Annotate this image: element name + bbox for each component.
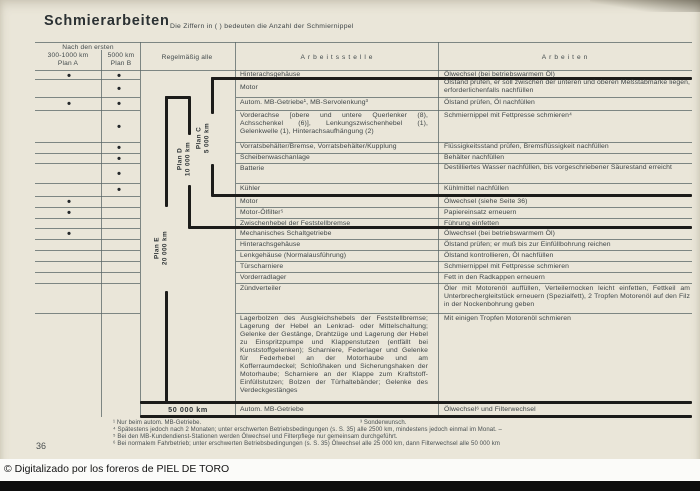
plan-e-name: Plan E <box>153 237 161 259</box>
scan-black-bar <box>0 481 700 491</box>
workplace-cell: Kühler <box>240 185 261 192</box>
plan-a-bullet: ● <box>66 70 72 80</box>
work-cell: Schmiernippel mit Fettpresse schmieren⁴ <box>444 112 573 119</box>
workplace-cell: Hinterachsgehäuse <box>240 241 301 248</box>
plan-a-bullet: ● <box>66 196 72 206</box>
table-rule <box>35 42 692 43</box>
watermark-text: © Digitalizado por los foreros de PIEL DE TORO <box>4 463 230 475</box>
work-cell: Öler mit Motorenöl auffüllen, Verteilernocken leicht einfetten, Fettkeil am Unterbrechergleitstück erneuern (Spezialfett), 2 Tropfen Motorenöl auf den Filz in der Nockenbohrung geben <box>444 285 690 308</box>
workplace-cell: Zündverteiler <box>240 285 281 292</box>
workplace-cell: Lenkgehäuse (Normalausführung) <box>240 252 347 259</box>
workplace-cell: Türscharniere <box>240 263 284 270</box>
table-rule <box>235 42 236 417</box>
interval-bracket-line <box>211 164 214 196</box>
workplace-cell: Motor <box>240 198 258 205</box>
plan-a-bullet: ● <box>66 207 72 217</box>
page-title: Schmierarbeiten <box>44 13 170 29</box>
work-cell: Behälter nachfüllen <box>444 154 505 161</box>
table-rule <box>35 183 140 184</box>
workplace-cell: Vorderachse [obere und untere Querlenker (8), Achsschenkel (6)], Lenkungszwischenhebel (1), Gelenkwelle (1), Hinterachsaufhängung (2) <box>240 112 428 135</box>
table-rule <box>35 261 140 262</box>
table-rule <box>35 110 140 111</box>
work-cell: Führung einfetten <box>444 220 499 227</box>
table-rule <box>236 250 692 251</box>
work-cell: Schmiernippel mit Fettpresse schmieren <box>444 263 570 270</box>
work-cell: Ölwechsel (siehe Seite 36) <box>444 198 528 205</box>
page-number: 36 <box>36 441 47 451</box>
header-work: Arbeiten <box>541 54 591 61</box>
work-cell: Ölstand prüfen; er muß bis zur Einfüllbohrung reichen <box>444 241 611 248</box>
table-rule <box>236 261 692 262</box>
table-rule <box>35 272 140 273</box>
work-cell: Ölwechsel (bei betriebswarmem Öl) <box>444 230 555 237</box>
interval-bracket-line <box>165 291 168 403</box>
plan-c-label <box>195 123 210 153</box>
plan-e-interval: 20 000 km <box>161 230 168 266</box>
workplace-cell: Motor-Ölfilter⁵ <box>240 209 284 216</box>
table-rule <box>35 79 140 80</box>
table-rule <box>236 207 692 208</box>
table-rule <box>140 42 141 417</box>
work-cell: Ölwechsel (bei betriebswarmem Öl) <box>444 71 555 78</box>
table-rule <box>35 283 140 284</box>
table-rule <box>35 163 140 164</box>
table-rule <box>236 97 692 98</box>
table-rule <box>35 313 140 314</box>
plan-b-bullet: ● <box>116 121 122 131</box>
table-rule <box>438 42 439 417</box>
page-subtitle: Die Ziffern in ( ) bedeuten die Anzahl der Schmiernippel <box>170 23 354 30</box>
header-workplace: Arbeitsstelle <box>300 54 376 61</box>
header-plan-a-km: 300-1000 km <box>47 52 89 59</box>
work-cell: Mit einigen Tropfen Motorenöl schmieren <box>444 315 572 322</box>
interval-bracket-line <box>140 415 692 418</box>
table-rule <box>236 239 692 240</box>
table-rule <box>35 153 140 154</box>
header-plan-a: Plan A <box>57 60 79 67</box>
header-first-service: Nach den ersten <box>62 44 114 51</box>
plan-b-bullet: ● <box>116 184 122 194</box>
workplace-cell: Scheibenwaschanlage <box>240 154 310 161</box>
plan-b-bullet: ● <box>116 168 122 178</box>
plan-d-name: Plan D <box>176 147 184 171</box>
plan-c-name: Plan C <box>195 126 203 150</box>
header-interval: Regelmäßig alle <box>161 54 213 61</box>
plan-a-bullet: ● <box>66 98 72 108</box>
work-cell: Flüssigkeitsstand prüfen, Bremsflüssigkeit nachfüllen <box>444 143 609 150</box>
header-plan-b-km: 5000 km <box>107 52 135 59</box>
work-cell: Fett in den Radkappen erneuern <box>444 274 545 281</box>
plan-b-bullet: ● <box>116 98 122 108</box>
workplace-cell: Autom. MB-Getriebe <box>240 406 304 413</box>
table-rule <box>236 272 692 273</box>
work-cell: Ölstand kontrollieren, Öl nachfüllen <box>444 252 554 259</box>
table-rule <box>236 183 692 184</box>
interval-bracket-line <box>165 96 190 99</box>
plan-b-bullet: ● <box>116 142 122 152</box>
work-cell: Kühlmittel nachfüllen <box>444 185 509 192</box>
table-rule <box>35 250 140 251</box>
table-rule <box>101 50 102 417</box>
workplace-cell: Zwischenhebel der Feststellbremse <box>240 220 351 227</box>
workplace-cell: Mechanisches Schaltgetriebe <box>240 230 332 237</box>
interval-bracket-line <box>140 401 692 404</box>
table-rule <box>35 142 140 143</box>
table-rule <box>35 218 140 219</box>
plan-d-interval: 10 000 km <box>184 141 191 177</box>
plan-b-bullet: ● <box>116 83 122 93</box>
workplace-cell: Lagerbolzen des Ausgleichshebels der Feststellbremse; Lagerung der Hebel an Lenkrad- oder Mittelschaltung; Gelenke der Gestänge, Drahtzüge und Lagerung der Hebel zu Einspritzpumpe und Klappenstutzen (entfällt bei Kunststoffgelenken); Scharniere, Federlager und Gelenke für Federhebel an der Motorhaube und am Kofferraumdeckel; Schloßhaken und Sicherungshaken der Motorhaube; Scharniere an der Klappe zum Kraftstoff-Einfüllstutzen; Bolzen der Türhaltebänder; Gelenke des Verdeckgestänges <box>240 315 428 394</box>
interval-bracket-line <box>188 185 191 228</box>
plan-c-interval: 5 000 km <box>203 122 210 154</box>
work-cell: Destilliertes Wasser nachfüllen, bis vorgeschriebener Säurestand erreicht <box>444 164 673 171</box>
plan-e-label <box>153 231 168 265</box>
table-rule <box>35 228 140 229</box>
workplace-cell: Autom. MB-Getriebe¹, MB-Servolenkung³ <box>240 99 368 106</box>
table-rule <box>236 218 692 219</box>
table-rule <box>35 239 140 240</box>
table-rule <box>35 207 140 208</box>
scan-edge-smudge <box>590 0 700 12</box>
footnote-1: ¹ Nur beim autom. MB-Getriebe. <box>113 420 202 426</box>
interval-bracket-line <box>211 77 214 114</box>
plan-b-bullet: ● <box>116 153 122 163</box>
header-plan-b: Plan B <box>110 60 132 67</box>
work-cell: Ölstand prüfen, er soll zwischen der unteren und oberen Meßstabmarke liegen, erforderlichenfalls nachfüllen <box>444 79 690 94</box>
plan-d-label <box>176 142 191 176</box>
table-rule <box>35 97 140 98</box>
interval-50000km: 50 000 km <box>168 405 208 414</box>
workplace-cell: Hinterachsgehäuse <box>240 71 301 78</box>
plan-b-bullet: ● <box>116 70 122 80</box>
footnote-5: ⁵ Bei den MB-Kundendienst-Stationen werden Ölwechsel und Filterpflege nur gemeinsam durchgeführt. <box>113 434 398 440</box>
interval-bracket-line <box>165 96 168 207</box>
work-cell: Ölwechsel⁶ und Filterwechsel <box>444 406 536 413</box>
table-rule <box>236 313 692 314</box>
workplace-cell: Batterie <box>240 165 265 172</box>
plan-a-bullet: ● <box>66 228 72 238</box>
work-cell: Ölstand prüfen, Öl nachfüllen <box>444 99 535 106</box>
footnote-4: ⁴ Spätestens jedoch nach 2 Monaten; unter erschwerten Betriebsbedingungen (s. S. 35) alle 2500 km, mindestens jedoch einmal im Monat. – <box>113 427 502 433</box>
table-rule <box>236 110 692 111</box>
footnote-6: ⁶ Bei normalem Fahrbetrieb; unter erschwerten Betriebsbedingungen (s. S. 35) Ölwechsel alle 25 000 km, dann Filterwechsel alle 50 000 km <box>113 441 500 447</box>
table-rule <box>236 283 692 284</box>
table-rule <box>35 196 140 197</box>
workplace-cell: Vorratsbehälter/Bremse, Vorratsbehälter/Kupplung <box>240 143 397 150</box>
footnote-3: ³ Sonderwunsch. <box>360 420 407 426</box>
work-cell: Papiereinsatz erneuern <box>444 209 517 216</box>
workplace-cell: Vorderradlager <box>240 274 287 281</box>
interval-bracket-line <box>188 96 191 135</box>
interval-bracket-line <box>211 194 692 197</box>
workplace-cell: Motor <box>240 84 258 91</box>
